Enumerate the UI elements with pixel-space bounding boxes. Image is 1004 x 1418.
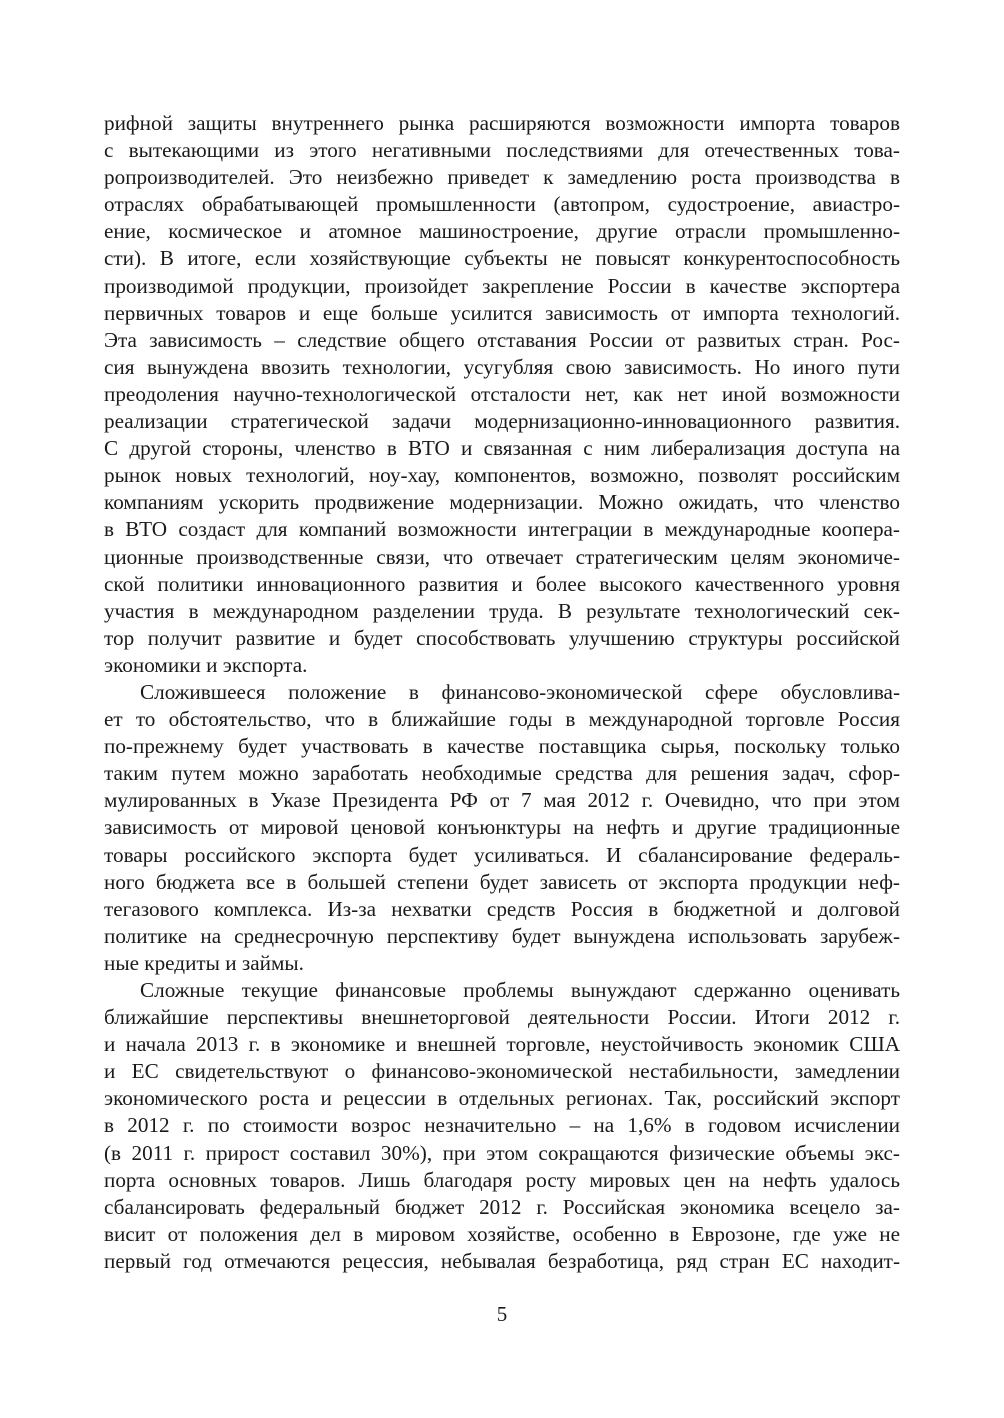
paragraph-3 bbox=[104, 977, 900, 1275]
text-line: зависимость от мировой ценовой конъюнктуры на нефть и другие традиционные bbox=[104, 815, 900, 840]
text-line: первичных товаров и еще больше усилится зависимость от импорта технологий. bbox=[104, 300, 900, 325]
text-line: Сложившееся положение в финансово-экономической сфере обусловлива- bbox=[140, 679, 900, 704]
text-line: сти). В итоге, если хозяйствующие субъекты не повысят конкурентоспособность bbox=[104, 246, 900, 271]
text-line: участия в международном разделении труда. В результате технологический сек- bbox=[104, 598, 900, 623]
page-number: 5 bbox=[496, 1302, 508, 1326]
text-line: Эта зависимость – следствие общего отставания России от развитых стран. Рос- bbox=[104, 327, 900, 352]
text-line: экономического роста и рецессии в отдельных регионах. Так, российский экспорт bbox=[104, 1086, 900, 1111]
text-line: тегазового комплекса. Из-за нехватки средств Россия в бюджетной и долговой bbox=[104, 896, 900, 921]
paragraph-1 bbox=[104, 110, 900, 679]
text-line: ближайшие перспективы внешнеторговой деятельности России. Итоги 2012 г. bbox=[104, 1005, 900, 1030]
text-line: ного бюджета все в большей степени будет зависеть от экспорта продукции неф- bbox=[104, 869, 900, 894]
text-line: ской политики инновационного развития и более высокого качественного уровня bbox=[104, 571, 900, 596]
text-line: в 2012 г. по стоимости возрос незначительно – на 1,6% в годовом исчислении bbox=[104, 1113, 900, 1138]
text-line: и начала 2013 г. в экономике и внешней торговле, неустойчивость экономик США bbox=[104, 1032, 900, 1057]
text-line: в ВТО создаст для компаний возможности интеграции в международные коопера- bbox=[104, 517, 900, 542]
text-line: с вытекающими из этого негативными последствиями для отечественных това- bbox=[104, 138, 900, 163]
text-line: С другой стороны, членство в ВТО и связанная с ним либерализация доступа на bbox=[104, 436, 900, 461]
text-line: сбалансировать федеральный бюджет 2012 г. Российская экономика всецело за- bbox=[104, 1194, 900, 1219]
text-line: мулированных в Указе Президента РФ от 7 мая 2012 г. Очевидно, что при этом bbox=[104, 788, 900, 813]
text-line: политике на среднесрочную перспективу будет вынуждена использовать зарубеж- bbox=[104, 923, 900, 948]
text-line: по-прежнему будет участвовать в качестве поставщика сырья, поскольку только bbox=[104, 734, 900, 759]
text-line: производимой продукции, произойдет закрепление России в качестве экспортера bbox=[104, 273, 900, 298]
text-line: рифной защиты внутреннего рынка расширяются возможности импорта товаров bbox=[104, 111, 900, 135]
document-body bbox=[104, 110, 900, 1275]
text-line: ционные производственные связи, что отвечает стратегическим целям экономиче- bbox=[104, 544, 900, 569]
paragraph-2 bbox=[104, 679, 900, 977]
text-line: отраслях обрабатывающей промышленности (автопром, судостроение, авиастро- bbox=[104, 192, 900, 217]
text-line: висит от положения дел в мировом хозяйстве, особенно в Еврозоне, где уже не bbox=[104, 1221, 900, 1246]
text-line: первый год отмечаются рецессия, небывалая безработица, ряд стран ЕС находит- bbox=[104, 1248, 900, 1273]
text-line: преодоления научно-технологической отсталости нет, как нет иной возможности bbox=[104, 381, 900, 406]
text-line: ение, космическое и атомное машиностроение, другие отрасли промышленно- bbox=[104, 219, 900, 244]
text-line: реализации стратегической задачи модернизационно-инновационного развития. bbox=[104, 409, 900, 434]
text-line: (в 2011 г. прирост составил 30%), при этом сокращаются физические объемы экс- bbox=[104, 1140, 900, 1165]
text-line: ные кредиты и займы. bbox=[104, 950, 304, 975]
text-line: и ЕС свидетельствуют о финансово-экономической нестабильности, замедлении bbox=[104, 1059, 900, 1084]
text-line: экономики и экспорта. bbox=[104, 652, 308, 677]
text-line: рынок новых технологий, ноу-хау, компонентов, возможно, позволят российским bbox=[104, 463, 900, 488]
text-line: ет то обстоятельство, что в ближайшие годы в международной торговле Россия bbox=[104, 707, 900, 732]
text-line: тор получит развитие и будет способствовать улучшению структуры российской bbox=[104, 625, 900, 650]
text-line: порта основных товаров. Лишь благодаря росту мировых цен на нефть удалось bbox=[104, 1167, 900, 1192]
text-line: Сложные текущие финансовые проблемы вынуждают сдержанно оценивать bbox=[140, 978, 900, 1002]
text-line: ропроизводителей. Это неизбежно приведет к замедлению роста производства в bbox=[104, 165, 900, 190]
text-line: сия вынуждена ввозить технологии, усугубляя свою зависимость. Но иного пути bbox=[104, 354, 900, 379]
text-line: таким путем можно заработать необходимые средства для решения задач, сфор- bbox=[104, 761, 900, 786]
text-line: товары российского экспорта будет усиливаться. И сбалансирование федераль- bbox=[104, 842, 900, 867]
text-line: компаниям ускорить продвижение модернизации. Можно ожидать, что членство bbox=[104, 490, 900, 515]
